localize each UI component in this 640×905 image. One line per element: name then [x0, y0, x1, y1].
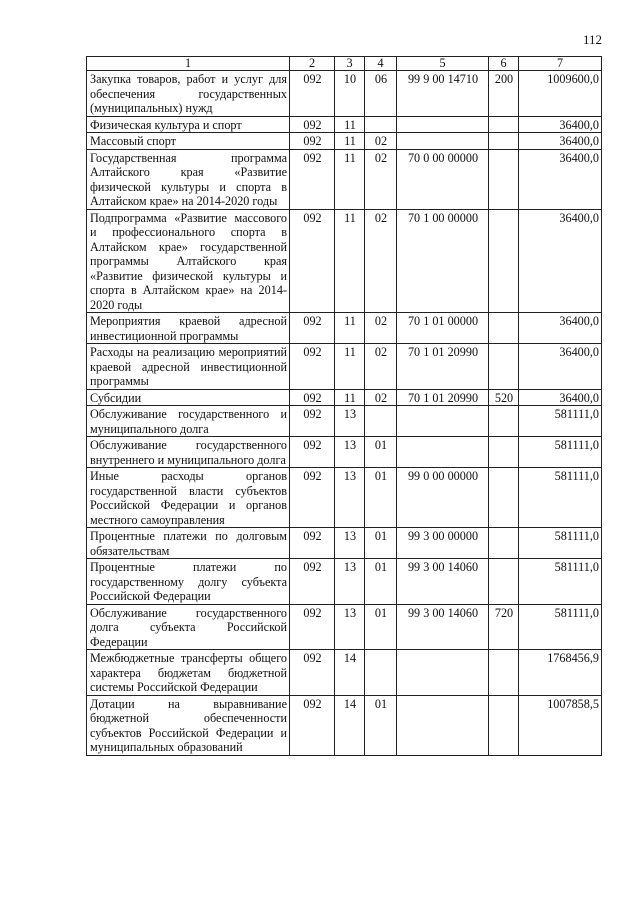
cell-rz: 14: [335, 695, 365, 755]
cell-pr: 02: [365, 344, 397, 390]
cell-grbs: 092: [290, 116, 335, 133]
budget-table: [86, 56, 602, 756]
cell-rz: 13: [335, 528, 365, 559]
cell-grbs: 092: [290, 133, 335, 150]
cell-pr: [365, 116, 397, 133]
cell-name: Закупка товаров, работ и услуг для обеспечения государственных (муниципальных) нужд: [87, 71, 290, 117]
cell-pr: 01: [365, 695, 397, 755]
cell-rz: 11: [335, 344, 365, 390]
table-row: [87, 313, 602, 344]
table-row: [87, 344, 602, 390]
cell-vr: [489, 406, 519, 437]
cell-sum: 1007858,5: [519, 695, 602, 755]
cell-name: Расходы на реализацию мероприятий краевой адресной инвестиционной программы: [87, 344, 290, 390]
cell-csr: [397, 650, 489, 696]
cell-name: Обслуживание государственного и муниципального долга: [87, 406, 290, 437]
cell-name: Обслуживание государственного внутреннего и муниципального долга: [87, 437, 290, 468]
cell-rz: 13: [335, 437, 365, 468]
cell-name: Процентные платежи по государственному долгу субъекта Российской Федерации: [87, 559, 290, 605]
cell-csr: [397, 133, 489, 150]
cell-rz: 11: [335, 133, 365, 150]
cell-grbs: 092: [290, 344, 335, 390]
cell-name: Подпрограмма «Развитие массового и профессионального спорта в Алтайском крае» государственной программы Алтайского края «Развитие физической культуры и спорта в Алтайском крае» на 2014-2020 годы: [87, 209, 290, 313]
cell-vr: 520: [489, 389, 519, 406]
cell-vr: [489, 344, 519, 390]
cell-sum: 581111,0: [519, 468, 602, 528]
cell-csr: 99 3 00 00000: [397, 528, 489, 559]
cell-pr: 01: [365, 559, 397, 605]
cell-sum: 1009600,0: [519, 71, 602, 117]
cell-vr: [489, 468, 519, 528]
table-row: [87, 559, 602, 605]
cell-csr: 99 9 00 14710: [397, 71, 489, 117]
cell-vr: [489, 209, 519, 313]
cell-name: Субсидии: [87, 389, 290, 406]
cell-name: Процентные платежи по долговым обязательствам: [87, 528, 290, 559]
cell-name: Иные расходы органов государственной власти субъектов Российской Федерации и органов местного самоуправления: [87, 468, 290, 528]
table-row: [87, 468, 602, 528]
cell-csr: [397, 406, 489, 437]
cell-grbs: 092: [290, 406, 335, 437]
cell-grbs: 092: [290, 71, 335, 117]
page-number: 112: [583, 32, 603, 47]
cell-vr: [489, 650, 519, 696]
cell-grbs: 092: [290, 437, 335, 468]
cell-rz: 13: [335, 468, 365, 528]
cell-vr: [489, 116, 519, 133]
cell-grbs: 092: [290, 389, 335, 406]
cell-rz: 10: [335, 71, 365, 117]
cell-csr: [397, 437, 489, 468]
cell-csr: 70 1 00 00000: [397, 209, 489, 313]
cell-pr: [365, 650, 397, 696]
cell-rz: 13: [335, 406, 365, 437]
cell-grbs: 092: [290, 695, 335, 755]
cell-csr: 70 0 00 00000: [397, 149, 489, 209]
table-row: [87, 116, 602, 133]
table-row: [87, 71, 602, 117]
cell-grbs: 092: [290, 650, 335, 696]
cell-grbs: 092: [290, 604, 335, 650]
table-row: [87, 406, 602, 437]
table-row: [87, 209, 602, 313]
cell-grbs: 092: [290, 559, 335, 605]
cell-csr: 99 0 00 00000: [397, 468, 489, 528]
header-cell-csr: 5: [397, 57, 489, 71]
cell-pr: 02: [365, 389, 397, 406]
cell-vr: [489, 559, 519, 605]
cell-csr: 99 3 00 14060: [397, 559, 489, 605]
cell-pr: 01: [365, 468, 397, 528]
header-cell-name: 1: [87, 57, 290, 71]
cell-sum: 36400,0: [519, 389, 602, 406]
cell-sum: 36400,0: [519, 209, 602, 313]
cell-name: Дотации на выравнивание бюджетной обеспеченности субъектов Российской Федерации и муниципальных образований: [87, 695, 290, 755]
cell-name: Обслуживание государственного долга субъекта Российской Федерации: [87, 604, 290, 650]
table-row: [87, 389, 602, 406]
cell-csr: 70 1 01 20990: [397, 344, 489, 390]
cell-name: Межбюджетные трансферты общего характера бюджетам бюджетной системы Российской Федерации: [87, 650, 290, 696]
cell-grbs: 092: [290, 149, 335, 209]
table-row: [87, 149, 602, 209]
cell-sum: 36400,0: [519, 133, 602, 150]
cell-vr: [489, 695, 519, 755]
cell-csr: [397, 695, 489, 755]
header-row: [87, 57, 602, 71]
table-row: [87, 695, 602, 755]
cell-csr: 70 1 01 20990: [397, 389, 489, 406]
cell-name: Государственная программа Алтайского края «Развитие физической культуры и спорта в Алтайском крае» на 2014-2020 годы: [87, 149, 290, 209]
cell-vr: [489, 133, 519, 150]
cell-vr: 720: [489, 604, 519, 650]
cell-sum: 36400,0: [519, 149, 602, 209]
cell-pr: 01: [365, 528, 397, 559]
cell-rz: 13: [335, 559, 365, 605]
cell-pr: [365, 406, 397, 437]
cell-grbs: 092: [290, 468, 335, 528]
cell-sum: 581111,0: [519, 437, 602, 468]
cell-sum: 1768456,9: [519, 650, 602, 696]
cell-rz: 11: [335, 209, 365, 313]
cell-vr: 200: [489, 71, 519, 117]
cell-rz: 11: [335, 389, 365, 406]
cell-pr: 02: [365, 209, 397, 313]
header-cell-pr: 4: [365, 57, 397, 71]
header-cell-vr: 6: [489, 57, 519, 71]
cell-pr: 02: [365, 133, 397, 150]
cell-sum: 36400,0: [519, 116, 602, 133]
cell-csr: 70 1 01 00000: [397, 313, 489, 344]
cell-vr: [489, 437, 519, 468]
cell-sum: 581111,0: [519, 528, 602, 559]
cell-vr: [489, 528, 519, 559]
header-cell-grbs: 2: [290, 57, 335, 71]
cell-rz: 11: [335, 313, 365, 344]
table-row: [87, 604, 602, 650]
header-cell-rz: 3: [335, 57, 365, 71]
cell-name: Физическая культура и спорт: [87, 116, 290, 133]
table-row: [87, 133, 602, 150]
cell-grbs: 092: [290, 313, 335, 344]
cell-pr: 06: [365, 71, 397, 117]
cell-csr: 99 3 00 14060: [397, 604, 489, 650]
table-row: [87, 528, 602, 559]
table-body: [87, 57, 602, 756]
table-row: [87, 437, 602, 468]
cell-rz: 11: [335, 149, 365, 209]
cell-pr: 01: [365, 437, 397, 468]
cell-rz: 13: [335, 604, 365, 650]
cell-vr: [489, 313, 519, 344]
cell-sum: 581111,0: [519, 406, 602, 437]
header-cell-sum: 7: [519, 57, 602, 71]
cell-rz: 11: [335, 116, 365, 133]
cell-csr: [397, 116, 489, 133]
cell-grbs: 092: [290, 209, 335, 313]
cell-sum: 581111,0: [519, 604, 602, 650]
cell-sum: 36400,0: [519, 313, 602, 344]
cell-pr: 01: [365, 604, 397, 650]
cell-name: Мероприятия краевой адресной инвестиционной программы: [87, 313, 290, 344]
cell-pr: 02: [365, 313, 397, 344]
cell-rz: 14: [335, 650, 365, 696]
cell-grbs: 092: [290, 528, 335, 559]
table-row: [87, 650, 602, 696]
cell-vr: [489, 149, 519, 209]
cell-name: Массовый спорт: [87, 133, 290, 150]
cell-sum: 581111,0: [519, 559, 602, 605]
cell-pr: 02: [365, 149, 397, 209]
cell-sum: 36400,0: [519, 344, 602, 390]
